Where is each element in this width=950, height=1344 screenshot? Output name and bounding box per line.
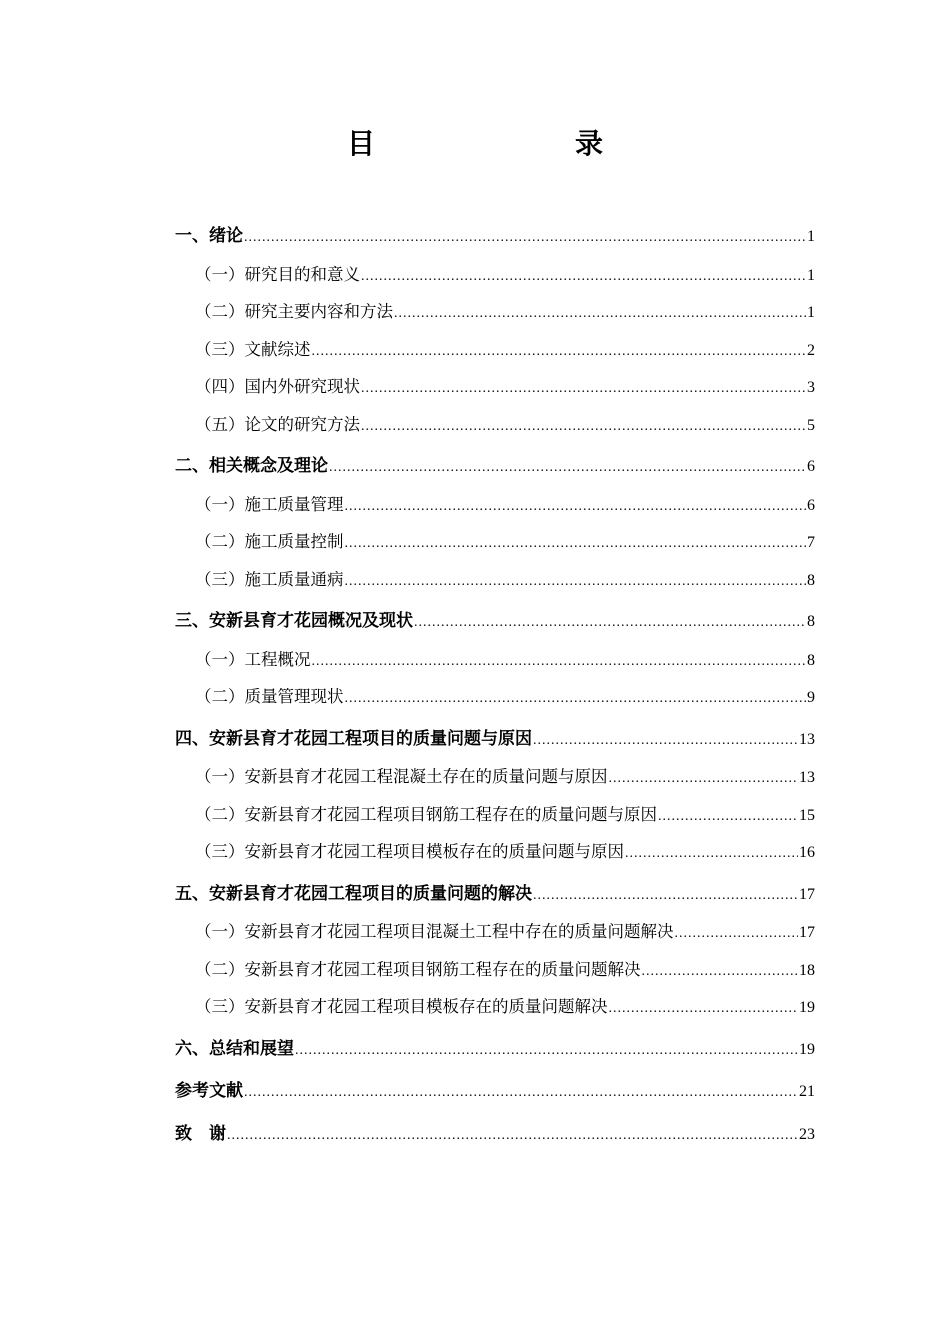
toc-section-entry[interactable]	[175, 833, 815, 871]
toc-dot-leader	[609, 760, 799, 798]
toc-dot-leader	[312, 333, 807, 371]
toc-section-entry[interactable]	[175, 913, 815, 951]
toc-chapter-entry[interactable]	[175, 876, 815, 914]
toc-dot-leader	[345, 525, 807, 563]
toc-section-entry[interactable]	[175, 561, 815, 599]
toc-page-number: 15	[799, 806, 815, 824]
toc-dot-leader	[295, 1032, 798, 1070]
toc-chapter-entry[interactable]	[175, 448, 815, 486]
toc-section-entry[interactable]	[175, 331, 815, 369]
toc-section-entry[interactable]	[175, 486, 815, 524]
toc-dot-leader	[312, 643, 807, 681]
toc-page-number: 6	[807, 458, 815, 475]
toc-chapter-entry[interactable]	[175, 1116, 815, 1154]
toc-chapter-entry[interactable]	[175, 1031, 815, 1069]
toc-entry-title: 致 谢	[175, 1123, 226, 1144]
toc-section-entry[interactable]	[175, 368, 815, 406]
toc-page-number: 5	[807, 416, 815, 434]
toc-entry-title: （四）国内外研究现状	[195, 377, 360, 396]
toc-page-number: 6	[807, 496, 815, 514]
toc-dot-leader	[533, 877, 798, 915]
toc-entry-title: （一）施工质量管理	[195, 494, 344, 514]
toc-dot-leader	[394, 295, 806, 333]
toc-entry-title: 六、总结和展望	[175, 1038, 294, 1059]
toc-page-number: 8	[807, 651, 815, 669]
toc-dot-leader	[642, 953, 799, 991]
toc-entry-title: （三）安新县育才花园工程项目模板存在的质量问题解决	[195, 997, 608, 1016]
toc-dot-leader	[675, 915, 799, 953]
toc-dot-leader	[329, 449, 806, 487]
toc-entry-title: （三）文献综述	[195, 339, 311, 359]
toc-dot-leader	[227, 1117, 798, 1155]
toc-entry-title: 一、绪论	[175, 226, 243, 246]
toc-page-number: 17	[799, 924, 815, 941]
toc-page-number: 1	[807, 266, 815, 284]
toc-entry-title: （一）工程概况	[195, 649, 311, 669]
toc-dot-leader	[244, 219, 806, 257]
toc-section-entry[interactable]	[175, 988, 815, 1026]
toc-entry-title: 四、安新县育才花园工程项目的质量问题与原因	[175, 728, 532, 749]
toc-page-number: 19	[799, 1040, 815, 1058]
toc-dot-leader	[414, 604, 806, 642]
toc-dot-leader	[244, 1074, 798, 1112]
toc-entry-title: （五）论文的研究方法	[195, 414, 360, 434]
toc-section-entry[interactable]	[175, 293, 815, 331]
toc-entry-title: （三）施工质量通病	[195, 569, 344, 589]
toc-page-number: 18	[799, 961, 815, 979]
toc-section-entry[interactable]	[175, 758, 815, 796]
toc-section-entry[interactable]	[175, 678, 815, 716]
toc-dot-leader	[361, 370, 806, 408]
toc-dot-leader	[658, 798, 798, 836]
toc-section-entry[interactable]	[175, 641, 815, 679]
toc-section-entry[interactable]	[175, 523, 815, 561]
toc-section-entry[interactable]	[175, 796, 815, 834]
toc-page-number: 13	[799, 730, 815, 748]
toc-section-entry[interactable]	[175, 951, 815, 989]
toc-entry-title: 五、安新县育才花园工程项目的质量问题的解决	[175, 883, 532, 904]
toc-entry-title: （二）安新县育才花园工程项目钢筋工程存在的质量问题解决	[195, 959, 641, 979]
toc-entry-title: 二、相关概念及理论	[175, 456, 328, 476]
toc-page-number: 1	[807, 228, 815, 245]
toc-entry-title: （二）安新县育才花园工程项目钢筋工程存在的质量问题与原因	[195, 804, 657, 824]
toc-page-number: 19	[799, 999, 815, 1016]
toc-entry-title: 参考文献	[175, 1081, 243, 1101]
toc-dot-leader	[609, 990, 799, 1028]
toc-title: 目 录	[346, 127, 651, 160]
toc-page-number: 3	[807, 379, 815, 396]
toc-page-number: 9	[807, 689, 815, 706]
table-of-contents	[175, 218, 815, 1153]
toc-page-number: 1	[807, 304, 815, 321]
toc-dot-leader	[345, 488, 807, 526]
toc-section-entry[interactable]	[175, 256, 815, 294]
toc-entry-title: （二）质量管理现状	[195, 687, 344, 706]
toc-dot-leader	[361, 258, 806, 296]
toc-entry-title: 三、安新县育才花园概况及现状	[175, 611, 413, 631]
toc-dot-leader	[361, 408, 806, 446]
toc-page-number: 8	[807, 571, 815, 589]
toc-entry-title: （一）安新县育才花园工程项目混凝土工程中存在的质量问题解决	[195, 922, 674, 941]
toc-chapter-entry[interactable]	[175, 721, 815, 759]
toc-chapter-entry[interactable]	[175, 218, 815, 256]
toc-page-number: 23	[799, 1125, 815, 1143]
toc-entry-title: （一）研究目的和意义	[195, 264, 360, 284]
toc-dot-leader	[625, 835, 798, 873]
toc-chapter-entry[interactable]	[175, 1073, 815, 1111]
toc-section-entry[interactable]	[175, 406, 815, 444]
toc-page-number: 21	[799, 1083, 815, 1100]
toc-page-number: 16	[799, 844, 815, 861]
toc-entry-title: （三）安新县育才花园工程项目模板存在的质量问题与原因	[195, 842, 624, 861]
toc-page-number: 13	[799, 769, 815, 786]
toc-entry-title: （一）安新县育才花园工程混凝土存在的质量问题与原因	[195, 767, 608, 786]
toc-page-number: 7	[807, 534, 815, 551]
toc-page-number: 8	[807, 613, 815, 630]
toc-page-number: 17	[799, 885, 815, 903]
toc-dot-leader	[533, 722, 798, 760]
toc-entry-title: （二）研究主要内容和方法	[195, 302, 393, 321]
toc-page-number: 2	[807, 341, 815, 359]
toc-entry-title: （二）施工质量控制	[195, 532, 344, 551]
toc-chapter-entry[interactable]	[175, 603, 815, 641]
toc-dot-leader	[345, 680, 807, 718]
toc-dot-leader	[345, 563, 807, 601]
